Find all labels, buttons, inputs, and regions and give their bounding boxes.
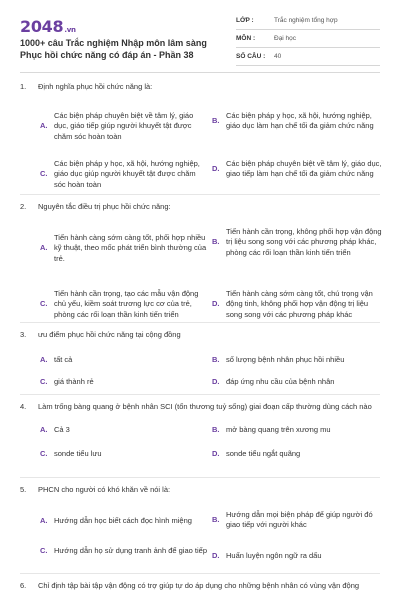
header-divider xyxy=(20,72,380,73)
option-b[interactable] xyxy=(210,111,385,132)
option-text: Tiến hành cần trọng, tạo các mẫu vận động chủ yếu, kiềm soát trương lực cơ của trẻ, phòng các rối loạn thần kinh tiến triển xyxy=(54,288,199,319)
option-b[interactable] xyxy=(210,510,385,531)
option-text: sonde tiểu ngắt quãng xyxy=(226,448,301,458)
option-b[interactable] xyxy=(210,425,385,436)
option-c[interactable] xyxy=(38,377,208,388)
option-text: Tiến hành cần trọng, không phối hợp vận động trị liệu song song với các phương pháp khác, phòng các rối loạn thần kinh tiến triển xyxy=(226,226,382,257)
option-d[interactable] xyxy=(210,377,385,388)
option-letter: B. xyxy=(212,237,220,246)
question-divider xyxy=(20,573,380,574)
option-text: sonde tiểu lưu xyxy=(54,448,102,458)
meta-label: MÔN : xyxy=(236,35,256,42)
question-2 xyxy=(20,202,385,329)
logo-main: 2048 xyxy=(20,17,64,36)
option-letter: A. xyxy=(40,243,48,252)
meta-label: LỚP : xyxy=(236,17,254,24)
option-letter: C. xyxy=(40,376,48,386)
option-letter: B. xyxy=(212,115,220,125)
option-text: đáp ứng nhu cầu của bệnh nhân xyxy=(226,376,335,386)
option-letter: C. xyxy=(40,448,48,458)
question-text: Làm trống bàng quang ở bệnh nhân SCI (tổn thương tuỷ sống) giai đoạn cấp thường dùng cách nào xyxy=(38,402,372,411)
option-b[interactable] xyxy=(210,355,385,366)
question-number: 6. xyxy=(20,581,27,590)
question-divider xyxy=(20,194,380,195)
option-text: Các biện pháp chuyên biệt về tâm lý, giáo dục, giáo tiếp giúp người khuyết tật được chăm sóc hoàn toàn xyxy=(54,110,194,141)
question-text: Chỉ định tập bài tập vận động có trợ giúp tự do áp dụng cho những bệnh nhân có vùng vận động xyxy=(38,581,360,590)
option-letter: A. xyxy=(40,424,48,434)
logo-tld: .vn xyxy=(64,26,76,34)
option-a[interactable] xyxy=(38,425,208,436)
option-text: Tiến hành càng sớm càng tốt, chú trọng vận động tinh, không phối hợp vận động trị liệu song song với các phương pháp khác xyxy=(226,288,373,319)
question-divider xyxy=(20,322,380,323)
option-d[interactable] xyxy=(210,449,385,460)
option-text: số lượng bệnh nhân phục hồi nhiều xyxy=(226,354,345,364)
option-d[interactable] xyxy=(210,159,385,180)
option-letter: B. xyxy=(212,354,220,364)
meta-value: Trắc nghiệm tổng hợp xyxy=(274,17,338,24)
option-letter: D. xyxy=(212,550,220,560)
page-header xyxy=(0,0,400,70)
option-letter: A. xyxy=(40,354,48,364)
option-letter: D. xyxy=(212,376,220,386)
question-text: Định nghĩa phục hồi chức năng là: xyxy=(38,82,153,91)
option-letter: A. xyxy=(40,515,48,525)
question-text: Nguyên tắc điều trị phục hồi chức năng: xyxy=(38,202,171,211)
option-letter: D. xyxy=(212,163,220,173)
question-number: 4. xyxy=(20,402,27,411)
option-text: Các biện pháp chuyên biệt về tâm lý, giáo dục, giao tiếp làm hạn chế tối đa giảm chức năng xyxy=(226,158,382,178)
option-letter: C. xyxy=(40,299,48,308)
meta-row-count xyxy=(236,48,380,66)
site-logo[interactable] xyxy=(20,17,76,36)
meta-table xyxy=(236,12,380,66)
meta-label: SỐ CÂU : xyxy=(236,53,266,60)
question-number: 5. xyxy=(20,485,27,494)
option-d[interactable] xyxy=(210,551,385,562)
meta-row-class xyxy=(236,12,380,30)
question-text: ưu điểm phục hồi chức năng tại cộng đồng xyxy=(38,330,181,339)
option-text: Các biện pháp y học, xã hội, hướng nghiệp, giáo dục giúp người khuyết tật được chăm sóc hoàn toàn xyxy=(54,158,200,189)
meta-row-subject xyxy=(236,30,380,48)
option-letter: C. xyxy=(40,545,48,555)
option-text: Hướng dẫn học biết cách đọc hình miệng xyxy=(54,515,192,525)
option-c[interactable] xyxy=(38,289,208,321)
option-a[interactable] xyxy=(38,355,208,366)
question-6 xyxy=(20,581,385,592)
question-divider xyxy=(20,477,380,478)
option-letter: B. xyxy=(212,424,220,434)
question-number: 2. xyxy=(20,202,27,211)
option-text: Cả 3 xyxy=(54,424,70,434)
option-text: Huấn luyện ngôn ngữ ra dấu xyxy=(226,550,322,560)
option-letter: C. xyxy=(40,169,48,178)
option-text: Các biện pháp y học, xã hội, hướng nghiệp, giáo dục làm hạn chế tối đa giảm chức năng xyxy=(226,110,374,130)
option-c[interactable] xyxy=(38,159,208,191)
option-text: Hướng dẫn mọi biện pháp để giúp người đó giao tiếp với người khác xyxy=(226,509,373,529)
option-letter: D. xyxy=(212,448,220,458)
option-text: Hướng dẫn họ sử dụng tranh ảnh để giao tiếp xyxy=(54,545,207,555)
question-4 xyxy=(20,402,385,471)
option-c[interactable] xyxy=(38,449,208,460)
option-letter: A. xyxy=(40,121,48,130)
question-1 xyxy=(20,82,385,194)
option-letter: D. xyxy=(212,299,220,308)
option-text: mở bàng quang trên xương mu xyxy=(226,424,331,434)
question-text: PHCN cho người có khó khăn về nói là: xyxy=(38,485,171,494)
question-3 xyxy=(20,330,385,399)
option-c[interactable] xyxy=(38,546,208,557)
question-number: 3. xyxy=(20,330,27,339)
option-a[interactable] xyxy=(38,111,208,143)
option-text: Tiến hành càng sớm càng tốt, phối hợp nhiều kỹ thuật, theo mốc phát triển bình thường của trẻ. xyxy=(54,232,207,263)
meta-value: 40 xyxy=(274,53,282,60)
question-number: 1. xyxy=(20,82,27,91)
option-text: giá thành rẻ xyxy=(54,376,94,386)
option-text: tất cả xyxy=(54,354,73,364)
meta-value: Đại học xyxy=(274,35,297,42)
option-d[interactable] xyxy=(210,289,385,321)
option-a[interactable] xyxy=(38,233,208,265)
question-divider xyxy=(20,394,380,395)
question-5 xyxy=(20,485,385,572)
document-title: 1000+ câu Trắc nghiệm Nhập môn lâm sàng Phục hồi chức năng có đáp án - Phần 38 xyxy=(20,38,207,60)
option-a[interactable] xyxy=(38,516,208,527)
option-b[interactable] xyxy=(210,227,385,259)
option-letter: B. xyxy=(212,514,220,524)
